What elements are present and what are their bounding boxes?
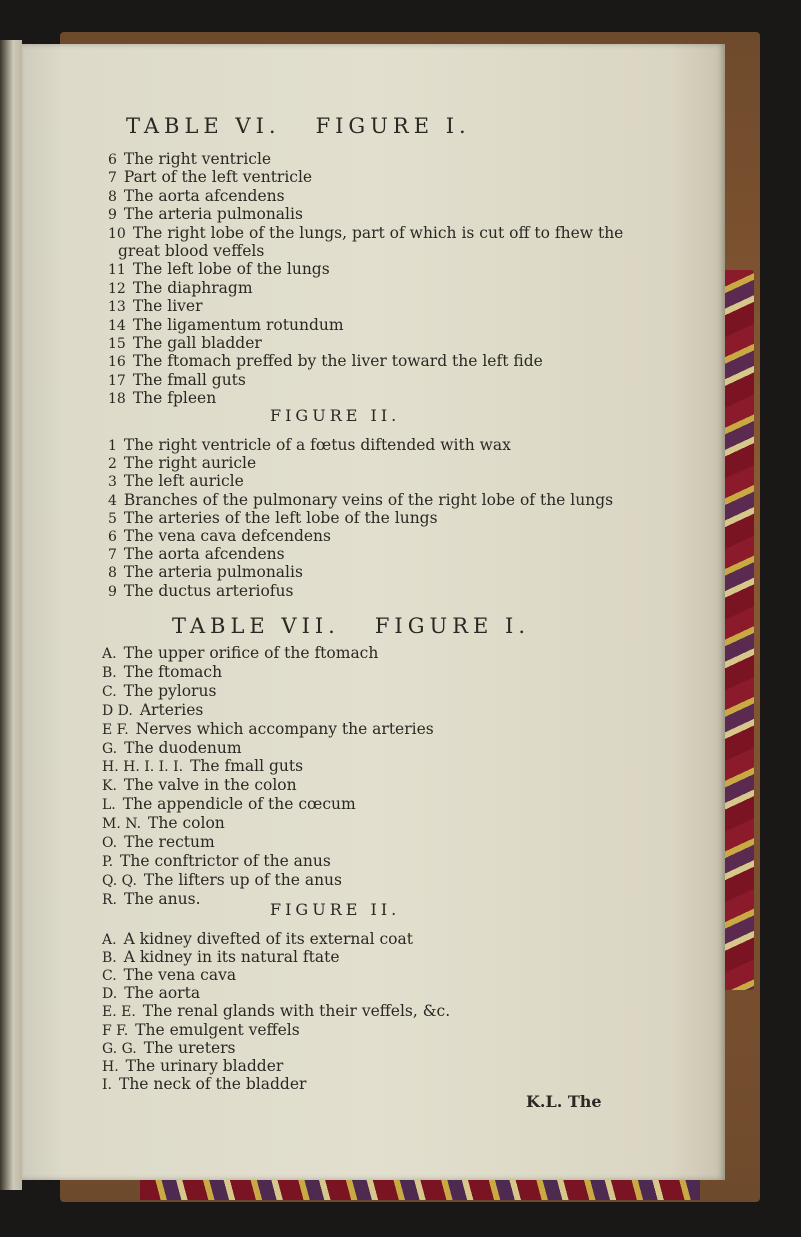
legend-item-key: 16	[108, 354, 126, 371]
legend-item-key: 1	[108, 438, 117, 454]
legend-item	[108, 352, 543, 371]
legend-item-text: The anus.	[124, 889, 201, 908]
legend-item-text: The left lobe of the lungs	[132, 260, 330, 279]
legend-item-text: The diaphragm	[132, 278, 253, 297]
legend-item	[102, 890, 201, 909]
legend-item	[102, 1002, 450, 1021]
legend-item	[102, 930, 413, 949]
legend-item-key: 8	[108, 565, 117, 582]
legend-item-key: 9	[108, 583, 117, 600]
legend-item	[108, 436, 511, 455]
legend-item-text: The valve in the colon	[123, 776, 297, 795]
legend-item-key: 4	[108, 492, 117, 509]
legend-item-text: The neck of the bladder	[118, 1074, 307, 1093]
legend-item	[102, 871, 342, 890]
legend-item	[108, 472, 244, 491]
legend-item-key: E. E.	[102, 1004, 136, 1021]
legend-item-key: L.	[102, 797, 116, 814]
legend-item	[108, 168, 312, 187]
legend-item-key: 11	[108, 262, 126, 279]
legend-item	[102, 663, 222, 682]
legend-item	[102, 795, 356, 814]
legend-item	[102, 1021, 300, 1040]
legend-item-text: The renal glands with their veffels, &c.	[142, 1002, 451, 1021]
legend-item-text: The right lobe of the lungs, part of which is cut off to fhew the	[132, 223, 624, 242]
legend-item	[102, 701, 203, 720]
legend-item-key: C.	[102, 968, 117, 985]
legend-item-key: R.	[102, 891, 117, 908]
legend-item-text: The lifters up of the anus	[143, 870, 342, 889]
legend-item-text: The vena cava defcendens	[123, 527, 331, 545]
book-page	[22, 44, 725, 1180]
legend-item-key: H. H. I. I. I.	[102, 759, 184, 776]
section-heading: FIGURE II.	[270, 406, 401, 425]
legend-item-key: 18	[108, 391, 126, 408]
legend-item-text: The arteria pulmonalis	[123, 563, 303, 582]
legend-item-text: A kidney in its natural ftate	[123, 948, 340, 967]
legend-item-text: Branches of the pulmonary veins of the right lobe of the lungs	[123, 490, 614, 509]
legend-item	[108, 545, 285, 564]
legend-item-text: The left auricle	[123, 472, 244, 491]
section-heading: TABLE VII. FIGURE I.	[172, 614, 530, 638]
legend-item-key: 6	[108, 529, 117, 545]
legend-item	[108, 563, 303, 582]
legend-item-key: 8	[108, 188, 117, 205]
legend-item	[102, 739, 242, 758]
legend-item-key: 10	[108, 225, 126, 242]
legend-item	[102, 644, 378, 663]
section-heading: FIGURE II.	[270, 900, 401, 919]
legend-item	[102, 833, 215, 852]
legend-item-key: 17	[108, 372, 126, 389]
legend-item	[108, 150, 271, 169]
legend-item-key: A.	[102, 932, 117, 948]
legend-item	[108, 205, 303, 224]
legend-item-text: The duodenum	[124, 738, 242, 757]
legend-item-text: The gall bladder	[132, 334, 262, 352]
legend-item	[108, 187, 285, 206]
legend-item	[102, 814, 225, 833]
legend-item-text: The ductus arteriofus	[123, 581, 294, 600]
legend-item-key: M. N.	[102, 816, 142, 833]
legend-item-key: D.	[102, 986, 118, 1003]
legend-item-key: G. G.	[102, 1040, 137, 1057]
legend-item	[102, 682, 216, 701]
legend-item-text: The urinary bladder	[125, 1056, 284, 1075]
legend-item	[108, 297, 203, 316]
legend-item-key: B.	[102, 950, 117, 967]
legend-item	[102, 720, 434, 739]
legend-item-key: I.	[102, 1076, 112, 1093]
legend-item-text: The colon	[148, 814, 225, 833]
legend-item-key: 2	[108, 456, 117, 473]
legend-item-key: H.	[102, 1058, 119, 1075]
legend-item-text: The pylorus	[123, 681, 217, 700]
page-content	[22, 44, 725, 1180]
legend-item-text: The appendicle of the cœcum	[122, 795, 356, 814]
legend-item-text: The aorta afcendens	[123, 545, 285, 564]
legend-item	[108, 491, 613, 510]
legend-item-key: Q. Q.	[102, 872, 137, 889]
legend-item-key: 9	[108, 207, 117, 224]
legend-item-key: G.	[102, 740, 118, 757]
legend-item-text: The aorta afcendens	[123, 186, 285, 205]
legend-item-key: P.	[102, 853, 114, 870]
legend-item-key: 3	[108, 474, 117, 491]
legend-item	[102, 948, 340, 967]
legend-item	[118, 242, 264, 260]
legend-item-key: 13	[108, 299, 126, 316]
legend-item	[102, 1039, 236, 1058]
legend-item-text: The right ventricle	[123, 150, 272, 168]
legend-item-text: The ureters	[143, 1038, 236, 1057]
legend-item-text: The fpleen	[132, 389, 217, 408]
legend-item	[108, 260, 330, 279]
legend-item-text: The upper orifice of the ftomach	[123, 644, 379, 662]
legend-item-key: 6	[108, 152, 117, 168]
legend-item	[108, 527, 331, 546]
legend-item	[108, 224, 623, 243]
legend-item-text: A kidney divefted of its external coat	[123, 930, 413, 948]
legend-item	[102, 966, 236, 985]
legend-item-key: 15	[108, 336, 126, 352]
legend-item	[108, 279, 253, 298]
legend-item	[108, 389, 216, 408]
legend-item-key: B.	[102, 664, 117, 681]
legend-item-key: 7	[108, 170, 117, 187]
legend-item-key: 12	[108, 280, 126, 297]
legend-item-text: The conftrictor of the anus	[120, 851, 331, 870]
legend-item-text: The liver	[132, 297, 203, 316]
legend-item-text: Part of the left ventricle	[123, 168, 313, 187]
legend-item-text: The fmall guts	[132, 370, 246, 389]
legend-item-text: The emulgent veffels	[135, 1020, 300, 1039]
legend-item-text: The ftomach	[123, 662, 223, 681]
legend-item	[108, 509, 438, 528]
legend-item	[108, 316, 344, 335]
adjacent-page-edge	[0, 40, 22, 1190]
legend-item-key: E F.	[102, 721, 129, 738]
legend-item-key: C.	[102, 683, 117, 700]
legend-item-key: 5	[108, 510, 117, 527]
legend-item	[102, 1075, 306, 1094]
legend-item-text: The rectum	[124, 833, 215, 851]
legend-item	[108, 454, 256, 473]
legend-item-key: F F.	[102, 1022, 129, 1039]
legend-item-text: great blood veffels	[118, 242, 265, 260]
legend-item	[102, 1057, 283, 1076]
legend-item	[102, 852, 331, 871]
legend-item	[108, 334, 262, 353]
catchword: K.L. The	[526, 1092, 602, 1111]
legend-item-text: The fmall guts	[190, 757, 304, 776]
legend-item-text: The aorta	[124, 984, 201, 1003]
legend-item-text: Arteries	[139, 700, 204, 719]
legend-item-text: The right auricle	[123, 454, 257, 473]
legend-item	[102, 757, 303, 776]
legend-item	[102, 776, 297, 795]
legend-item-text: Nerves which accompany the arteries	[135, 719, 434, 738]
legend-item-text: The vena cava	[123, 966, 237, 985]
legend-item-key: D D.	[102, 702, 133, 719]
legend-item-text: The right ventricle of a fœtus diftended with wax	[123, 436, 511, 454]
section-heading: TABLE VI. FIGURE I.	[126, 114, 471, 138]
legend-item	[108, 582, 293, 601]
legend-item-text: The ftomach preffed by the liver toward the left fide	[132, 352, 543, 371]
legend-item-key: 14	[108, 317, 126, 334]
legend-item-key: 7	[108, 547, 117, 564]
legend-item	[102, 984, 200, 1003]
legend-item-key: O.	[102, 835, 118, 851]
legend-item-key: A.	[102, 646, 117, 662]
legend-item-text: The arteria pulmonalis	[123, 205, 303, 224]
legend-item	[108, 371, 246, 390]
legend-item-key: K.	[102, 778, 117, 795]
legend-item-text: The ligamentum rotundum	[132, 315, 344, 334]
legend-item-text: The arteries of the left lobe of the lungs	[123, 508, 438, 527]
